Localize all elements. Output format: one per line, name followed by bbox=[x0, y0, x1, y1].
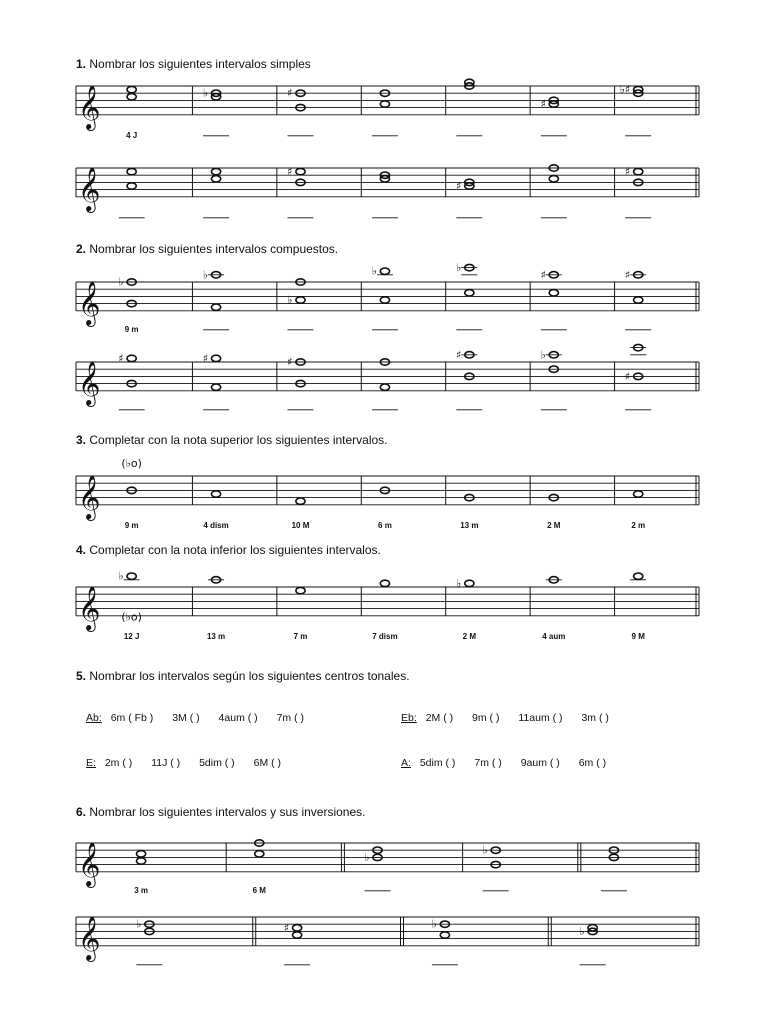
tonal-center-e: E: 2m ( ) 11J ( ) 5dim ( ) 6M ( ) bbox=[86, 757, 282, 769]
treble-clef-icon: 𝄞 bbox=[78, 84, 101, 129]
staff-ex4 bbox=[0, 547, 768, 641]
sharp-icon: ♯ bbox=[456, 348, 462, 362]
whole-note bbox=[211, 176, 220, 182]
whole-note bbox=[549, 290, 558, 296]
interval-label: 4 dism bbox=[203, 520, 229, 530]
sharp-icon: ♯ bbox=[283, 921, 290, 935]
interval-label: 2 m bbox=[631, 520, 646, 530]
whole-note bbox=[211, 304, 220, 310]
flat-icon: ♭♯ bbox=[619, 83, 631, 97]
whole-note bbox=[136, 858, 145, 864]
whole-note bbox=[634, 168, 643, 174]
whole-note bbox=[296, 297, 305, 303]
hint-note: (♭o) bbox=[121, 610, 142, 624]
flat-icon: ♭ bbox=[202, 86, 209, 100]
interval-label: 9 m bbox=[124, 520, 139, 530]
staff-ex3 bbox=[0, 436, 768, 530]
whole-note bbox=[127, 355, 136, 361]
treble-clef-icon: 𝄞 bbox=[78, 280, 101, 325]
whole-note bbox=[634, 491, 643, 497]
whole-note bbox=[296, 168, 305, 174]
whole-note bbox=[127, 94, 136, 100]
whole-note bbox=[127, 86, 136, 92]
interval-label: 7 m bbox=[293, 631, 308, 641]
staff-ex1-row2 bbox=[0, 128, 768, 212]
interval-label: 4 aum bbox=[542, 631, 566, 641]
sharp-icon: ♯ bbox=[118, 351, 124, 365]
flat-icon: ♭ bbox=[202, 268, 209, 282]
whole-note bbox=[136, 851, 145, 857]
staff-ex2-row1 bbox=[0, 242, 768, 334]
flat-icon: ♭ bbox=[456, 261, 462, 275]
sharp-icon: ♯ bbox=[624, 165, 631, 179]
interval-label: 10 M bbox=[291, 520, 310, 530]
whole-note bbox=[255, 851, 264, 857]
whole-note bbox=[211, 491, 220, 497]
treble-clef-icon: 𝄞 bbox=[78, 166, 101, 211]
treble-clef-icon: 𝄞 bbox=[78, 474, 101, 519]
flat-icon: ♭ bbox=[364, 850, 370, 864]
interval-label: 12 J bbox=[123, 631, 140, 641]
tonal-center-a: A: 5dim ( ) 7m ( ) 9aum ( ) 6m ( ) bbox=[401, 757, 607, 769]
sharp-icon: ♯ bbox=[624, 268, 631, 282]
sharp-icon: ♯ bbox=[287, 86, 293, 100]
whole-note bbox=[380, 580, 389, 586]
treble-clef-icon: 𝄞 bbox=[78, 915, 101, 960]
interval-label: 9 m bbox=[124, 324, 139, 334]
staff-ex6-row1 bbox=[0, 803, 768, 895]
section-3-title: 3. Completar con la nota superior los siguientes intervalos. bbox=[76, 433, 388, 447]
interval-label: 6 M bbox=[252, 885, 266, 895]
staff-ex1-row1 bbox=[0, 46, 768, 140]
flat-icon: ♭ bbox=[540, 348, 546, 362]
section-4-title: 4. Completar con la nota inferior los siguientes intervalos. bbox=[76, 543, 381, 557]
sharp-icon: ♯ bbox=[456, 179, 462, 193]
whole-note bbox=[440, 932, 449, 938]
whole-note bbox=[127, 573, 136, 579]
flat-icon: ♭ bbox=[371, 264, 377, 278]
flat-icon: ♭ bbox=[287, 293, 293, 307]
whole-note bbox=[293, 932, 302, 938]
sharp-icon: ♯ bbox=[287, 165, 293, 179]
interval-label: 13 m bbox=[206, 631, 226, 641]
staff-ex6-row2 bbox=[0, 877, 768, 961]
interval-label: 6 m bbox=[378, 520, 392, 530]
interval-label: 3 m bbox=[134, 885, 148, 895]
flat-icon: ♭ bbox=[431, 917, 437, 931]
interval-label: 2 M bbox=[547, 520, 561, 530]
hint-note: (♭o) bbox=[121, 457, 142, 470]
interval-label: 4 J bbox=[126, 130, 138, 140]
flat-icon: ♭ bbox=[579, 924, 585, 938]
section-2-title: 2. Nombrar los siguientes intervalos compuestos. bbox=[76, 242, 339, 256]
treble-clef-icon: 𝄞 bbox=[78, 585, 101, 630]
interval-label: 13 m bbox=[460, 520, 479, 530]
whole-note bbox=[634, 573, 643, 579]
whole-note bbox=[211, 384, 220, 390]
whole-note bbox=[293, 925, 302, 931]
tonal-center-eb: Eb: 2M ( ) 9m ( ) 11aum ( ) 3m ( ) bbox=[401, 712, 609, 724]
flat-icon: ♭ bbox=[482, 843, 488, 857]
treble-clef-icon: 𝄞 bbox=[78, 360, 101, 405]
interval-label: 2 M bbox=[462, 631, 477, 641]
whole-note bbox=[296, 498, 305, 504]
sharp-icon: ♯ bbox=[540, 268, 546, 282]
sharp-icon: ♯ bbox=[287, 355, 293, 369]
interval-label: 7 dism bbox=[372, 631, 398, 641]
flat-icon: ♭ bbox=[118, 275, 124, 289]
whole-note bbox=[380, 268, 389, 274]
whole-note bbox=[465, 580, 474, 586]
sharp-icon: ♯ bbox=[540, 97, 546, 111]
interval-label: 9 M bbox=[631, 631, 645, 641]
flat-icon: ♭ bbox=[456, 576, 462, 590]
section-1-title: 1. Nombrar los siguientes intervalos simples bbox=[76, 57, 311, 71]
sharp-icon: ♯ bbox=[624, 369, 631, 383]
tonal-center-ab: Ab: 6m ( Fb ) 3M ( ) 4aum ( ) 7m ( ) bbox=[86, 712, 304, 724]
whole-note bbox=[465, 290, 474, 296]
flat-icon: ♭ bbox=[136, 917, 142, 931]
staff-ex2-row2 bbox=[0, 322, 768, 406]
whole-note bbox=[380, 384, 389, 390]
whole-note bbox=[380, 101, 389, 107]
whole-note bbox=[127, 168, 136, 174]
whole-note bbox=[296, 587, 305, 593]
treble-clef-icon: 𝄞 bbox=[78, 841, 101, 886]
flat-icon: ♭ bbox=[118, 569, 124, 583]
section-6-title: 6. Nombrar los siguientes intervalos y sus inversiones. bbox=[76, 805, 366, 819]
whole-note bbox=[380, 297, 389, 303]
section-5-title: 5. Nombrar los intervalos según los siguientes centros tonales. bbox=[76, 669, 410, 683]
whole-note bbox=[211, 168, 220, 174]
whole-note bbox=[549, 176, 558, 182]
whole-note bbox=[634, 297, 643, 303]
sharp-icon: ♯ bbox=[202, 351, 209, 365]
whole-note bbox=[127, 183, 136, 189]
whole-note bbox=[211, 355, 220, 361]
